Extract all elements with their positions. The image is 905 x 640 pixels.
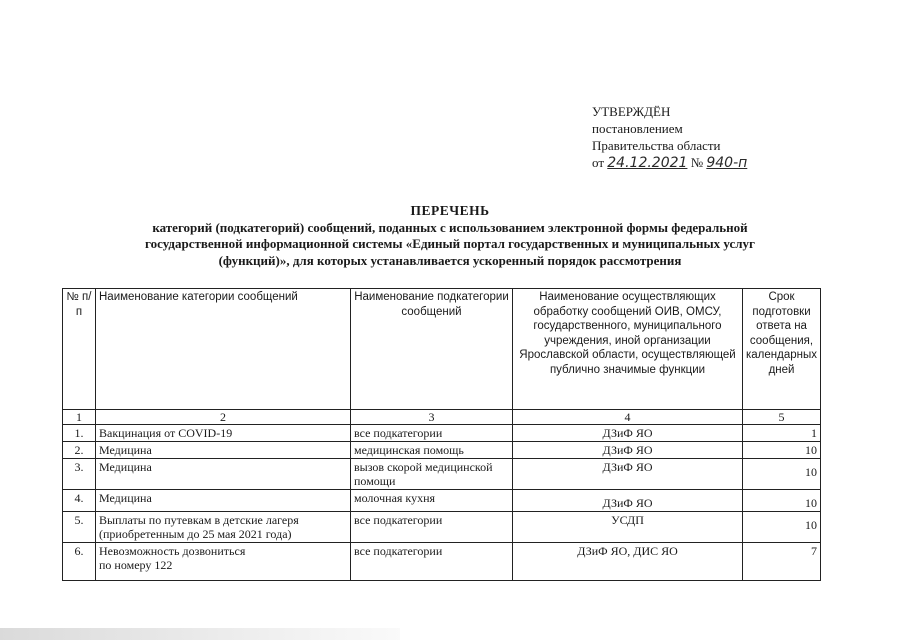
table-row: [63, 512, 821, 543]
number-prefix: №: [690, 155, 704, 170]
approval-line-approved: УТВЕРЖДЁН: [592, 104, 671, 119]
column-numbers-row: [63, 410, 821, 425]
scan-smudge: [0, 628, 400, 640]
row-category: Невозможность дозвониться по номеру 122: [96, 543, 351, 581]
handwritten-number: 940-п: [706, 155, 748, 171]
categories-table: [62, 288, 821, 581]
row-organization: ДЗиФ ЯО: [513, 425, 743, 442]
row-subcategory: все подкатегории: [351, 543, 513, 581]
row-category: Медицина: [96, 490, 351, 512]
title-heading: ПЕРЕЧЕНЬ: [410, 203, 490, 218]
row-organization: УСДП: [513, 512, 743, 543]
header-number: № п/п: [63, 289, 96, 410]
document-title: [90, 203, 810, 269]
table-row: [63, 490, 821, 512]
table-row: [63, 425, 821, 442]
row-subcategory: все подкатегории: [351, 425, 513, 442]
approval-date-line: [592, 154, 747, 172]
column-number: 3: [351, 410, 513, 425]
row-days: 10: [743, 490, 821, 512]
title-line-3: (функций)», для которых устанавливается ускоренный порядок рассмотрения: [218, 252, 682, 268]
row-category: Медицина: [96, 459, 351, 490]
header-subcategory: Наименование подкатегории сообщений: [351, 289, 513, 410]
title-line-2: государственной информационной системы «Единый портал государственных и муниципальных услуг: [145, 236, 755, 251]
row-category: Вакцинация от COVID-19: [96, 425, 351, 442]
row-organization: ДЗиФ ЯО: [513, 442, 743, 459]
handwritten-date: 24.12.2021: [607, 155, 688, 171]
row-days: 7: [743, 543, 821, 581]
title-line-1: категорий (подкатегорий) сообщений, поданных с использованием электронной формы федеральной: [152, 219, 748, 235]
row-days: 10: [743, 442, 821, 459]
row-category: Выплаты по путевкам в детские лагеря (приобретенным до 25 мая 2021 года): [96, 512, 351, 543]
row-number: 2.: [63, 442, 96, 459]
row-subcategory: медицинская помощь: [351, 442, 513, 459]
row-category: Медицина: [96, 442, 351, 459]
table-header-row: [63, 289, 821, 410]
column-number: 2: [96, 410, 351, 425]
table-row: [63, 442, 821, 459]
row-number: 4.: [63, 490, 96, 512]
header-category: Наименование категории сообщений: [96, 289, 351, 410]
row-subcategory: все подкатегории: [351, 512, 513, 543]
row-days: 1: [743, 425, 821, 442]
row-number: 6.: [63, 543, 96, 581]
column-number: 1: [63, 410, 96, 425]
row-number: 5.: [63, 512, 96, 543]
table-row: [63, 459, 821, 490]
date-prefix: от: [592, 155, 605, 170]
column-number: 4: [513, 410, 743, 425]
header-deadline: Срок подготовки ответа на сообщения, календарных дней: [743, 289, 821, 410]
row-number: 1.: [63, 425, 96, 442]
table-row: [63, 543, 821, 581]
row-organization: ДЗиФ ЯО: [513, 490, 743, 512]
column-number: 5: [743, 410, 821, 425]
row-subcategory: молочная кухня: [351, 490, 513, 512]
row-organization: ДЗиФ ЯО: [513, 459, 743, 490]
row-days: 10: [743, 512, 821, 543]
row-number: 3.: [63, 459, 96, 490]
row-days: 10: [743, 459, 821, 490]
approval-line-government: Правительства области: [592, 138, 721, 153]
row-organization: ДЗиФ ЯО, ДИС ЯО: [513, 543, 743, 581]
approval-line-resolution: постановлением: [592, 121, 683, 136]
row-subcategory: вызов скорой медицинской помощи: [351, 459, 513, 490]
header-organization: Наименование осуществляющих обработку сообщений ОИВ, ОМСУ, государственного, муниципального учреждения, иной организации Ярославской области, осуществляющей публично значимые функции: [513, 289, 743, 410]
approval-stamp: [592, 103, 747, 172]
